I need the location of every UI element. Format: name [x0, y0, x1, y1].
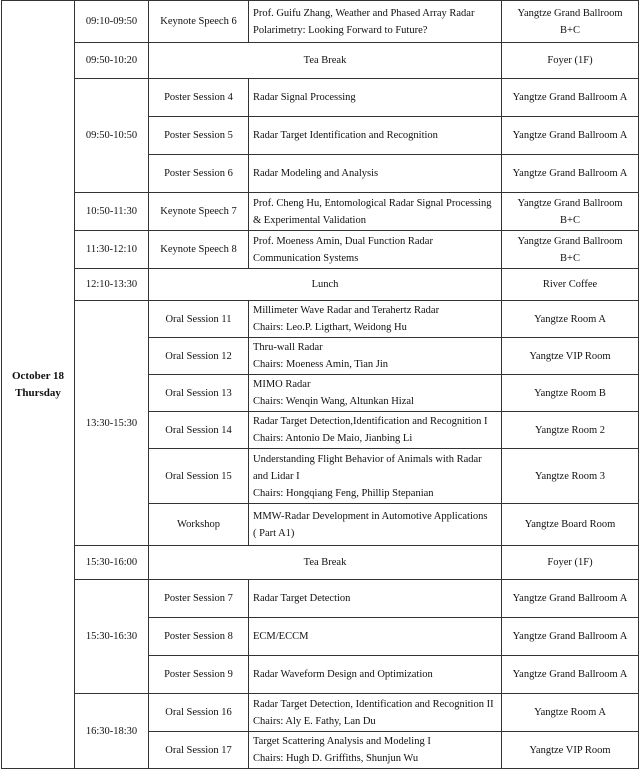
- room-cell: Yangtze Room 3: [502, 449, 639, 504]
- time-cell: 13:30-15:30: [75, 301, 149, 546]
- session-cell: Oral Session 16: [149, 694, 249, 732]
- room-cell: Yangtze Grand Ballroom A: [502, 580, 639, 618]
- topic-cell: Millimeter Wave Radar and Terahertz Radar Chairs: Leo.P. Ligthart, Weidong Hu: [249, 301, 502, 338]
- day-date: October 18: [11, 369, 65, 382]
- schedule-row: [2, 580, 639, 618]
- room-cell: Yangtze Grand Ballroom A: [502, 155, 639, 193]
- topic-cell: Radar Target Identification and Recognition: [249, 117, 502, 155]
- time-cell: 15:30-16:30: [75, 580, 149, 694]
- topic-cell: Radar Modeling and Analysis: [249, 155, 502, 193]
- room-cell: Yangtze Grand Ballroom B+C: [502, 1, 639, 43]
- schedule-row: [2, 79, 639, 117]
- schedule-row: [2, 1, 639, 43]
- break-cell: Lunch: [149, 269, 502, 301]
- room-cell: Yangtze Grand Ballroom B+C: [502, 231, 639, 269]
- room-cell: Yangtze Grand Ballroom A: [502, 79, 639, 117]
- room-cell: Yangtze Room 2: [502, 412, 639, 449]
- schedule-row: [2, 301, 639, 338]
- topic-cell: Understanding Flight Behavior of Animals with Radar and Lidar I Chairs: Hongqiang Feng, Phillip Stepanian: [249, 449, 502, 504]
- session-cell: Poster Session 6: [149, 155, 249, 193]
- session-cell: Poster Session 8: [149, 618, 249, 656]
- session-cell: Keynote Speech 6: [149, 1, 249, 43]
- session-cell: Oral Session 12: [149, 338, 249, 375]
- time-cell: 15:30-16:00: [75, 546, 149, 580]
- schedule-row: [2, 269, 639, 301]
- session-cell: Oral Session 14: [149, 412, 249, 449]
- topic-cell: Radar Target Detection, Identification and Recognition II Chairs: Aly E. Fathy, Lan Du: [249, 694, 502, 732]
- session-cell: Oral Session 15: [149, 449, 249, 504]
- room-cell: River Coffee: [502, 269, 639, 301]
- schedule-table: [1, 0, 639, 769]
- room-cell: Yangtze Grand Ballroom A: [502, 117, 639, 155]
- session-cell: Poster Session 9: [149, 656, 249, 694]
- room-cell: Yangtze Grand Ballroom A: [502, 656, 639, 694]
- room-cell: Yangtze Grand Ballroom B+C: [502, 193, 639, 231]
- session-cell: Oral Session 17: [149, 732, 249, 769]
- topic-cell: Radar Signal Processing: [249, 79, 502, 117]
- schedule-row: [2, 231, 639, 269]
- time-cell: 09:50-10:20: [75, 43, 149, 79]
- time-cell: 16:30-18:30: [75, 694, 149, 769]
- session-cell: Oral Session 11: [149, 301, 249, 338]
- topic-cell: MIMO Radar Chairs: Wenqin Wang, Altunkan Hizal: [249, 375, 502, 412]
- time-cell: 10:50-11:30: [75, 193, 149, 231]
- room-cell: Yangtze Grand Ballroom A: [502, 618, 639, 656]
- day-weekday: Thursday: [15, 386, 61, 399]
- break-cell: Tea Break: [149, 546, 502, 580]
- topic-cell: Radar Target Detection: [249, 580, 502, 618]
- topic-cell: MMW-Radar Development in Automotive Applications ( Part A1): [249, 504, 502, 546]
- topic-cell: Prof. Moeness Amin, Dual Function Radar Communication Systems: [249, 231, 502, 269]
- topic-cell: Radar Target Detection,Identification and Recognition I Chairs: Antonio De Maio, Jianbing Li: [249, 412, 502, 449]
- session-cell: Workshop: [149, 504, 249, 546]
- room-cell: Yangtze Room B: [502, 375, 639, 412]
- schedule-row: [2, 546, 639, 580]
- session-cell: Poster Session 4: [149, 79, 249, 117]
- time-cell: 11:30-12:10: [75, 231, 149, 269]
- time-cell: 09:10-09:50: [75, 1, 149, 43]
- topic-cell: ECM/ECCM: [249, 618, 502, 656]
- topic-cell: Prof. Guifu Zhang, Weather and Phased Array Radar Polarimetry: Looking Forward to Future?: [249, 1, 502, 43]
- topic-cell: Prof. Cheng Hu, Entomological Radar Signal Processing & Experimental Validation: [249, 193, 502, 231]
- room-cell: Yangtze Board Room: [502, 504, 639, 546]
- topic-cell: Target Scattering Analysis and Modeling I Chairs: Hugh D. Griffiths, Shunjun Wu: [249, 732, 502, 769]
- schedule-row: [2, 694, 639, 732]
- session-cell: Keynote Speech 7: [149, 193, 249, 231]
- schedule-row: [2, 193, 639, 231]
- session-cell: Poster Session 7: [149, 580, 249, 618]
- room-cell: Foyer (1F): [502, 546, 639, 580]
- session-cell: Oral Session 13: [149, 375, 249, 412]
- room-cell: Yangtze VIP Room: [502, 338, 639, 375]
- time-cell: 12:10-13:30: [75, 269, 149, 301]
- topic-cell: Thru-wall Radar Chairs: Moeness Amin, Tian Jin: [249, 338, 502, 375]
- session-cell: Poster Session 5: [149, 117, 249, 155]
- day-cell: [2, 1, 75, 769]
- session-cell: Keynote Speech 8: [149, 231, 249, 269]
- room-cell: Yangtze Room A: [502, 301, 639, 338]
- schedule-row: [2, 43, 639, 79]
- topic-cell: Radar Waveform Design and Optimization: [249, 656, 502, 694]
- room-cell: Yangtze Room A: [502, 694, 639, 732]
- room-cell: Yangtze VIP Room: [502, 732, 639, 769]
- break-cell: Tea Break: [149, 43, 502, 79]
- room-cell: Foyer (1F): [502, 43, 639, 79]
- time-cell: 09:50-10:50: [75, 79, 149, 193]
